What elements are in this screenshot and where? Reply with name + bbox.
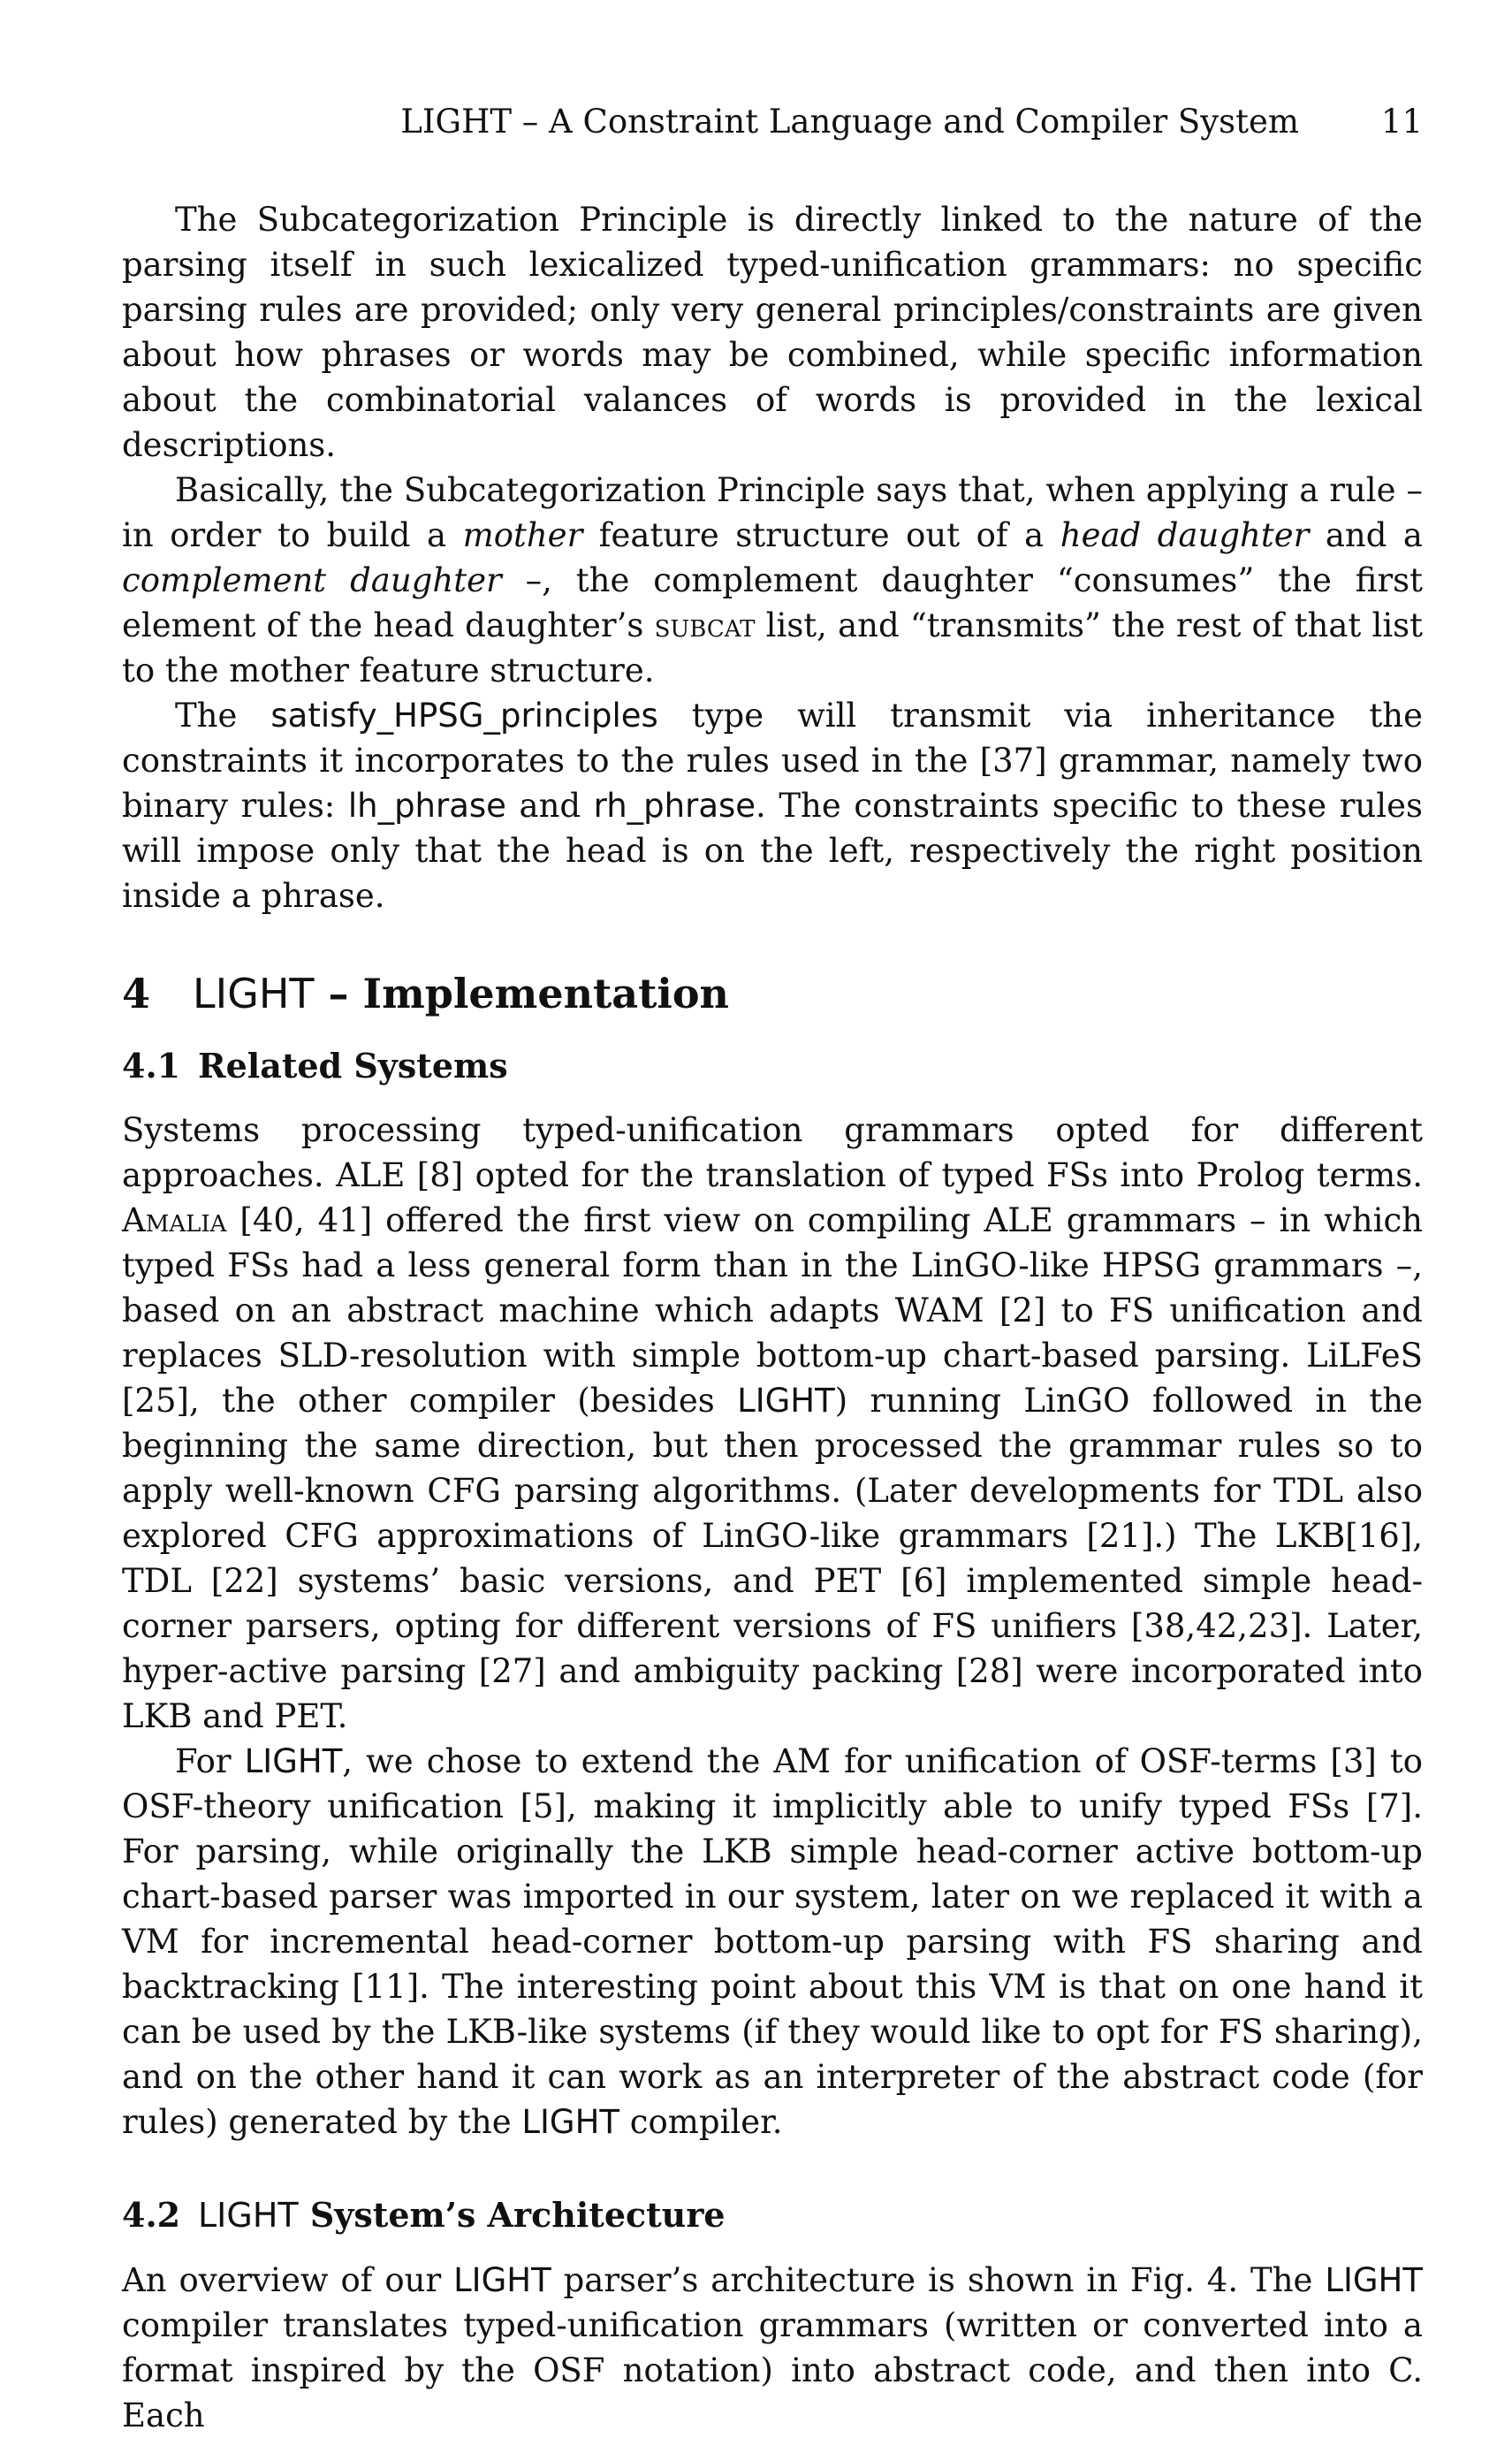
type-name-rh-phrase: rh_phrase bbox=[593, 787, 756, 825]
page-number: 11 bbox=[1380, 103, 1423, 141]
text-run: list, and “transmits” the rest of that list to the mother feature structure. bbox=[122, 606, 1424, 689]
running-title: LIGHT – A Constraint Language and Compiler System bbox=[400, 103, 1299, 141]
text-run: Basically, the Subcategorization Principle says that, when applying a rule – in order to build a bbox=[122, 471, 1423, 554]
text-run: An overview of our bbox=[122, 2261, 454, 2299]
running-head bbox=[122, 99, 1423, 152]
text-run: . The constraints specific to these rules will impose only that the head is on the left, respectively the right position inside a phrase. bbox=[122, 787, 1423, 915]
system-name: LIGHT bbox=[244, 1742, 343, 1780]
text-run: Systems processing typed-unification grammars opted for different approaches. ALE [8] opted for the translation of typed FSs into Prolog terms. bbox=[122, 1111, 1423, 1194]
subsection-title: Related Systems bbox=[198, 1046, 508, 1086]
system-name: LIGHT bbox=[521, 2103, 620, 2141]
text-run: feature structure out of a bbox=[582, 516, 1060, 554]
type-name-satisfy-hpsg-principles: satisfy_HPSG_principles bbox=[270, 697, 658, 735]
system-name: LIGHT bbox=[193, 970, 315, 1017]
text-run: parser’s architecture is shown in Fig. 4. The bbox=[551, 2261, 1326, 2299]
subsection-number: 4.2 bbox=[122, 2195, 181, 2235]
paragraph-subcat-intro: The Subcategorization Principle is directly linked to the nature of the parsing itself in such lexicalized typed-unification grammars: no specific parsing rules are provided; only very general principles/constraints are given about how phrases or words may be combined, while specific information about the combinatorial valances of words is provided in the lexical descriptions. bbox=[122, 201, 1423, 464]
text-run: [40, 41] offered the first view on compiling ALE grammars – in which typed FSs had a less general form than in the LinGO-like HPSG grammars –, based on an abstract machine which adapts WAM [2] to FS unification and replaces SLD-resolution with simple bottom-up chart-based parsing. LiLFeS [25], the other compiler (besides bbox=[122, 1201, 1423, 1420]
paper-page bbox=[122, 99, 1423, 2438]
system-name: LIGHT bbox=[453, 2261, 551, 2299]
subsection-title-rest: System’s Architecture bbox=[298, 2195, 726, 2235]
text-run: and bbox=[505, 787, 594, 825]
emphasis-head-daughter: head daughter bbox=[1060, 516, 1310, 554]
text-run: The bbox=[175, 697, 271, 735]
paragraph-hpsg-principles bbox=[122, 693, 1423, 918]
system-name: LIGHT bbox=[737, 1382, 835, 1420]
text-run: and a bbox=[1309, 516, 1423, 554]
system-name: LIGHT bbox=[1325, 2261, 1423, 2299]
section-title-rest: – Implementation bbox=[314, 970, 729, 1017]
emphasis-mother: mother bbox=[462, 516, 583, 554]
text-run: For bbox=[175, 1742, 245, 1780]
smallcaps-subcat: subcat bbox=[654, 606, 756, 644]
subsection-number: 4.1 bbox=[122, 1046, 181, 1086]
section-heading-implementation bbox=[122, 967, 1423, 1020]
text-run: ) running LinGO followed in the beginning the same direction, but then processed the grammar rules so to apply well-known CFG parsing algorithms. (Later developments for TDL also explored CFG approximations of LinGO-like grammars [21].) The LKB[16], TDL [22] systems’ basic versions, and PET [6] implemented simple head-corner parsers, opting for different versions of FS unifiers [38,42,23]. Later, hyper-active parsing [27] and ambiguity packing [28] were incorporated into LKB and PET. bbox=[122, 1382, 1423, 1735]
type-name-lh-phrase: lh_phrase bbox=[347, 787, 506, 825]
smallcaps-amalia: Amalia bbox=[122, 1201, 227, 1239]
emphasis-complement-daughter: complement daughter bbox=[122, 561, 502, 599]
subsection-heading-related-systems bbox=[122, 1043, 1423, 1088]
paragraph-light-approach bbox=[122, 1739, 1423, 2145]
subsection-heading-architecture bbox=[122, 2192, 1423, 2238]
system-name: LIGHT bbox=[198, 2196, 299, 2235]
text-run: compiler. bbox=[619, 2103, 783, 2141]
section-number: 4 bbox=[122, 970, 151, 1017]
text-run: , we chose to extend the AM for unification of OSF-terms [3] to OSF-theory unification [5], making it implicitly able to unify typed FSs [7]. For parsing, while originally the LKB simple head-corner active bottom-up chart-based parser was imported in our system, later on we replaced it with a VM for incremental head-corner bottom-up parsing with FS sharing and backtracking [11]. The interesting point about this VM is that on one hand it can be used by the LKB-like systems (if they would like to opt for FS sharing), and on the other hand it can work as an interpreter of the abstract code (for rules) generated by the bbox=[122, 1742, 1423, 2141]
text-run: type will transmit via inheritance the constraints it incorporates to the rules used in the [37] grammar, namely two binary rules: bbox=[122, 697, 1423, 825]
paragraph-subcat-principle bbox=[122, 468, 1423, 693]
text-run: compiler translates typed-unification grammars (written or converted into a format inspired by the OSF notation) into abstract code, and then into C. Each bbox=[122, 2306, 1423, 2434]
paragraph-architecture bbox=[122, 2258, 1423, 2438]
paragraph-related-systems bbox=[122, 1108, 1423, 1739]
text-run: –, the complement daughter “consumes” the first element of the head daughter’s bbox=[122, 561, 1423, 644]
